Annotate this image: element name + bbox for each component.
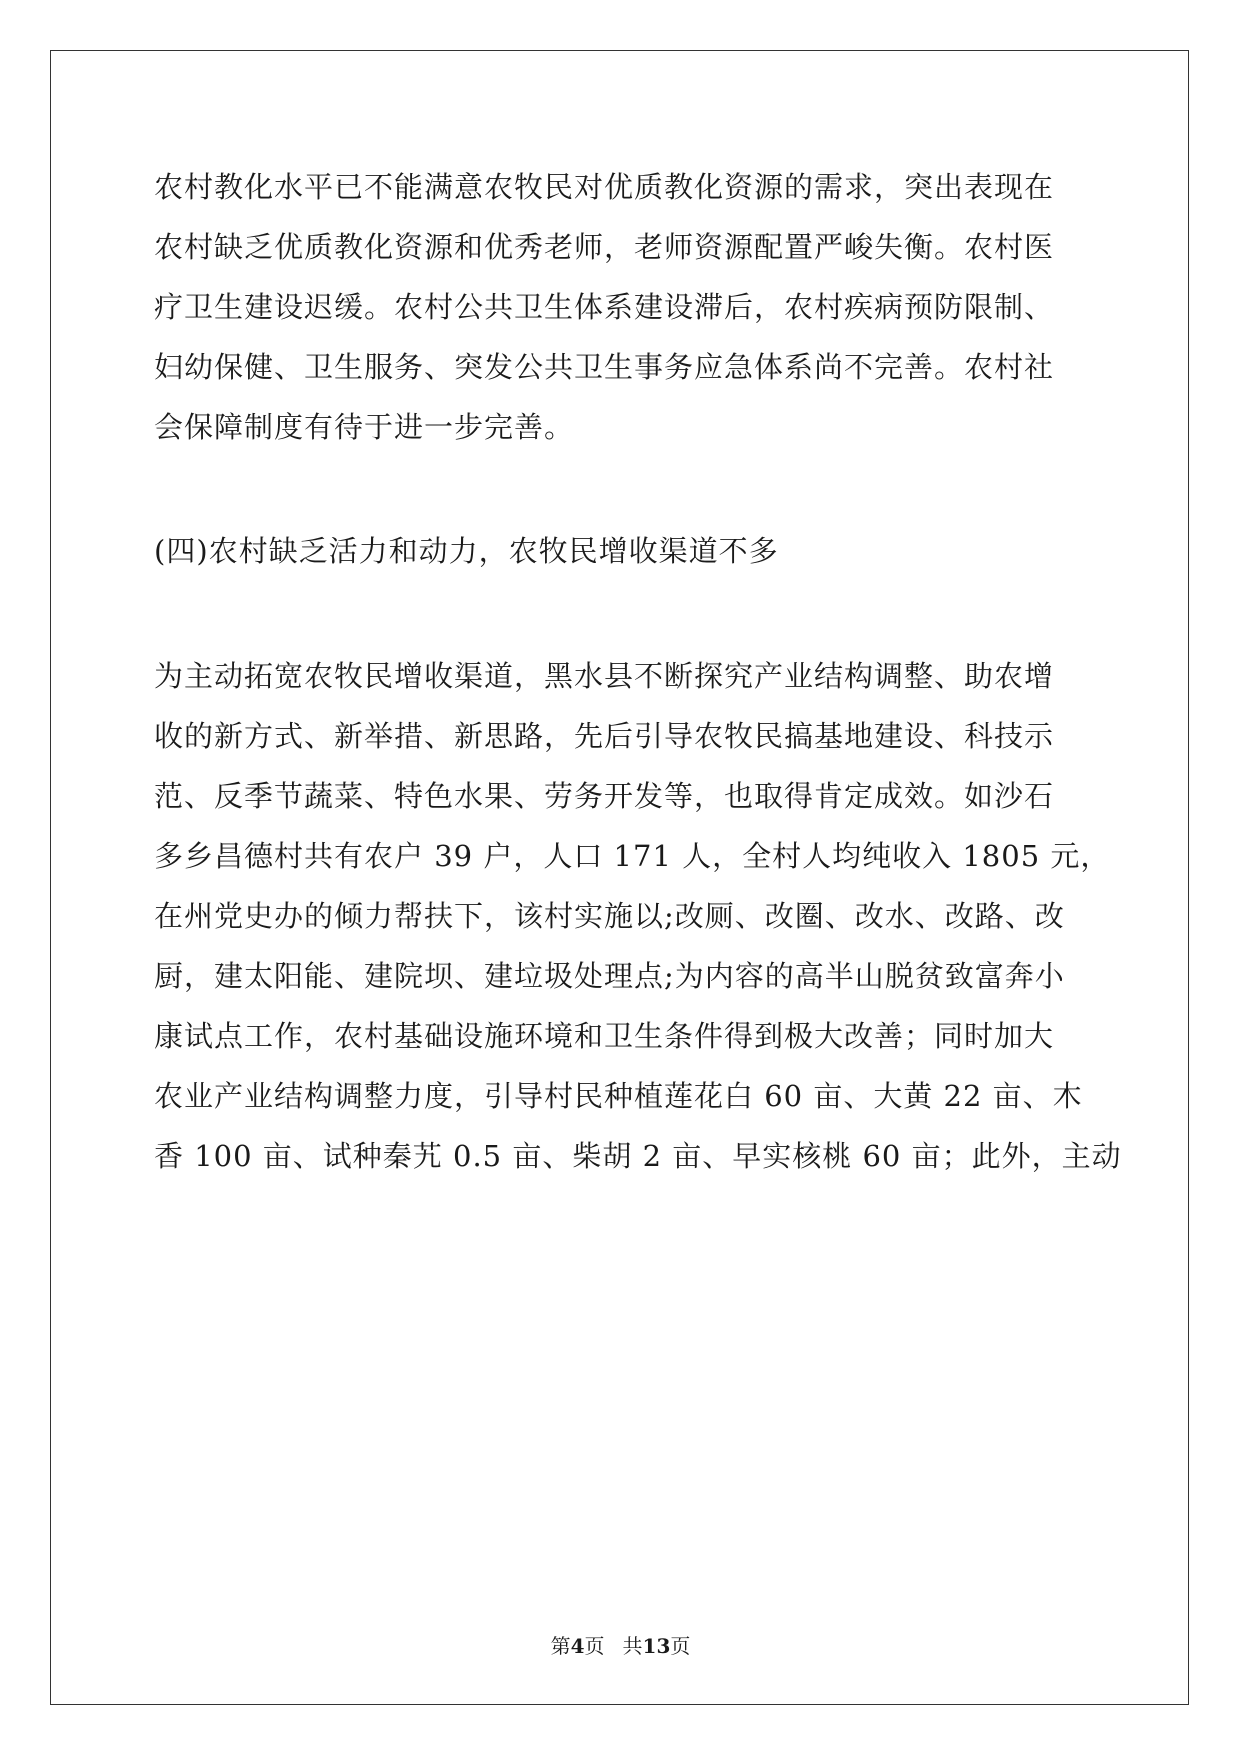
footer-page-suffix: 页 [584, 1634, 605, 1658]
text-line: 疗卫生建设迟缓。农村公共卫生体系建设滞后，农村疾病预防限制、 [154, 290, 1055, 324]
footer-page-current: 4 [570, 1634, 585, 1658]
footer-total-prefix: 共 [622, 1634, 643, 1658]
text-line: 在州党史办的倾力帮扶下，该村实施以;改厕、改圈、改水、改路、改 [154, 899, 1065, 933]
text-line: 多乡昌德村共有农户 39 户，人口 171 人，全村人均纯收入 1805 元， [154, 839, 1111, 873]
text-line: 为主动拓宽农牧民增收渠道，黑水县不断探究产业结构调整、助农增 [154, 659, 1055, 693]
text-line: 农村教化水平已不能满意农牧民对优质教化资源的需求，突出表现在 [154, 170, 1055, 204]
section-heading: (四)农村缺乏活力和动力，农牧民增收渠道不多 [154, 534, 779, 568]
text-line: 妇幼保健、卫生服务、突发公共卫生事务应急体系尚不完善。农村社 [154, 350, 1055, 384]
footer-page-total: 13 [642, 1634, 671, 1658]
page-footer [0, 1630, 1241, 1659]
text-line: 香 100 亩、试种秦艽 0.5 亩、柴胡 2 亩、早实核桃 60 亩；此外，主动 [154, 1139, 1122, 1173]
text-line: 康试点工作，农村基础设施环境和卫生条件得到极大改善；同时加大 [154, 1019, 1055, 1053]
text-line: 范、反季节蔬菜、特色水果、劳务开发等，也取得肯定成效。如沙石 [154, 779, 1055, 813]
text-line: 农业产业结构调整力度，引导村民种植莲花白 60 亩、大黄 22 亩、木 [154, 1079, 1083, 1113]
footer-total-suffix: 页 [670, 1634, 691, 1658]
text-line: 会保障制度有待于进一步完善。 [154, 410, 575, 444]
text-line: 农村缺乏优质教化资源和优秀老师，老师资源配置严峻失衡。农村医 [154, 230, 1055, 264]
footer-page-prefix: 第 [550, 1634, 571, 1658]
text-line: 收的新方式、新举措、新思路，先后引导农牧民搞基地建设、科技示 [154, 719, 1055, 753]
text-line: 厨，建太阳能、建院坝、建垃圾处理点;为内容的高半山脱贫致富奔小 [154, 959, 1065, 993]
